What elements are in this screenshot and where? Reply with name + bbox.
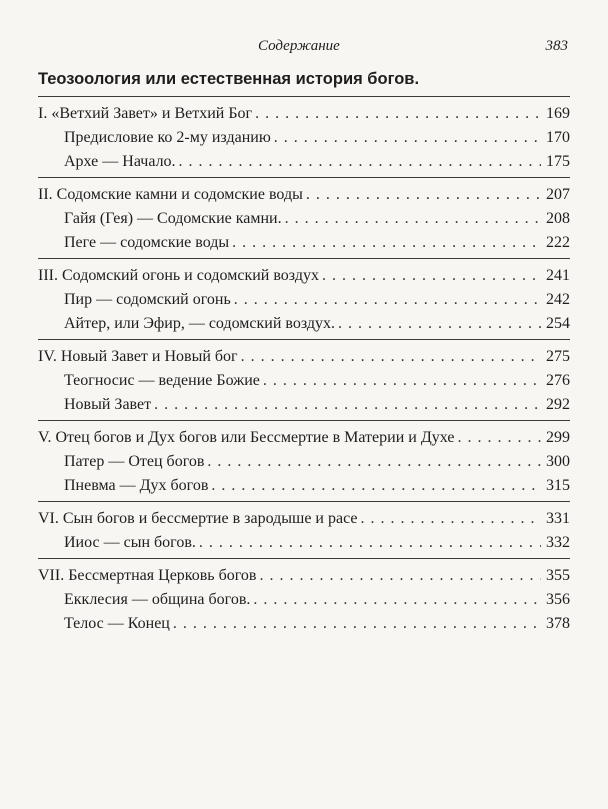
dot-leader: [234, 288, 541, 312]
toc-subsection-entry[interactable]: [38, 312, 570, 336]
toc-subsection-label: Айтер, или Эфир, — содомский воздух.: [64, 315, 336, 332]
toc-chapter-page: 331: [546, 510, 570, 527]
toc-chapter-entry[interactable]: [38, 102, 570, 126]
toc-chapter-entry[interactable]: [38, 264, 570, 288]
toc-subsection-label: Екклесия — община богов.: [64, 591, 251, 608]
toc-subsection-entry[interactable]: [38, 612, 570, 636]
dot-leader: [255, 102, 541, 126]
toc-subsection-page: 300: [546, 453, 570, 470]
toc-subsection-page: 175: [546, 153, 570, 170]
toc-section: [38, 258, 570, 339]
toc-subsection-page: 170: [546, 129, 570, 146]
toc-section: [38, 420, 570, 501]
toc-subsections: [38, 531, 570, 555]
dot-leader: [253, 588, 541, 612]
dot-leader: [322, 264, 541, 288]
toc-chapter-label: V. Отец богов и Дух богов или Бессмертие в Материи и Духе: [38, 429, 455, 446]
toc-chapter-page: 275: [546, 348, 570, 365]
toc-subsection-entry[interactable]: [38, 207, 570, 231]
dot-leader: [211, 474, 541, 498]
toc-chapter-label: III. Содомский огонь и содомский воздух: [38, 267, 319, 284]
toc-chapter-entry[interactable]: [38, 426, 570, 450]
toc-subsection-label: Предисловие ко 2-му изданию: [64, 129, 271, 146]
toc-chapter-entry[interactable]: [38, 345, 570, 369]
toc-section: [38, 339, 570, 420]
toc-subsection-entry[interactable]: [38, 588, 570, 612]
toc-subsection-label: Гайя (Гея) — Содомские камни.: [64, 210, 282, 227]
toc-section: [38, 177, 570, 258]
toc-chapter-page: 299: [546, 429, 570, 446]
toc-subsection-label: Патер — Отец богов: [64, 453, 205, 470]
toc-chapter-page: 169: [546, 105, 570, 122]
toc-subsection-page: 332: [546, 534, 570, 551]
page-number: 383: [545, 38, 568, 54]
toc-section: [38, 558, 570, 639]
dot-leader: [199, 531, 541, 555]
dot-leader: [338, 312, 541, 336]
dot-leader: [263, 369, 541, 393]
dot-leader: [232, 231, 541, 255]
toc-subsection-entry[interactable]: [38, 288, 570, 312]
toc-chapter-entry[interactable]: [38, 507, 570, 531]
toc-subsection-label: Теогносис — ведение Божие: [64, 372, 260, 389]
dot-leader: [274, 126, 541, 150]
toc-subsection-entry[interactable]: [38, 126, 570, 150]
dot-leader: [259, 564, 541, 588]
toc-subsections: [38, 450, 570, 498]
toc-subsection-entry[interactable]: [38, 369, 570, 393]
dot-leader: [241, 345, 541, 369]
toc-subsections: [38, 588, 570, 636]
dot-leader: [173, 612, 541, 636]
toc-chapter-page: 207: [546, 186, 570, 203]
toc-subsection-label: Новый Завет: [64, 396, 152, 413]
toc-chapter-page: 241: [546, 267, 570, 284]
toc-subsection-label: Пневма — Дух богов: [64, 477, 209, 494]
dot-leader: [285, 207, 541, 231]
toc-subsection-page: 242: [546, 291, 570, 308]
toc-section: [38, 96, 570, 177]
toc-subsections: [38, 288, 570, 336]
toc-chapter-label: IV. Новый Завет и Новый бог: [38, 348, 238, 365]
toc-subsection-page: 292: [546, 396, 570, 413]
running-head: [0, 38, 608, 58]
toc-chapter-label: II. Содомские камни и содомские воды: [38, 186, 303, 203]
toc-subsection-label: Телос — Конец: [64, 615, 170, 632]
dot-leader: [207, 450, 541, 474]
toc-subsection-entry[interactable]: [38, 150, 570, 174]
toc-subsection-entry[interactable]: [38, 393, 570, 417]
toc-subsection-label: Пеге — содомские воды: [64, 234, 230, 251]
dot-leader: [457, 426, 541, 450]
book-title: Теозоология или естественная история богов.: [38, 70, 420, 88]
dot-leader: [306, 183, 541, 207]
toc-subsection-entry[interactable]: [38, 474, 570, 498]
running-head-title: Содержание: [258, 38, 340, 54]
toc-subsection-entry[interactable]: [38, 531, 570, 555]
toc-subsection-entry[interactable]: [38, 231, 570, 255]
toc-subsection-page: 254: [546, 315, 570, 332]
toc-chapter-label: I. «Ветхий Завет» и Ветхий Бог: [38, 105, 253, 122]
toc-subsection-label: Ииос — сын богов.: [64, 534, 196, 551]
toc-subsection-label: Пир — содомский огонь: [64, 291, 231, 308]
toc-subsection-page: 208: [546, 210, 570, 227]
toc-section: [38, 501, 570, 558]
toc-subsection-entry[interactable]: [38, 450, 570, 474]
dot-leader: [179, 150, 541, 174]
toc-subsection-page: 378: [546, 615, 570, 632]
toc-subsections: [38, 207, 570, 255]
toc-subsection-label: Архе — Начало.: [64, 153, 176, 170]
toc-subsection-page: 356: [546, 591, 570, 608]
toc-subsection-page: 276: [546, 372, 570, 389]
table-of-contents: [38, 96, 570, 639]
toc-chapter-label: VII. Бессмертная Церковь богов: [38, 567, 257, 584]
toc-subsection-page: 222: [546, 234, 570, 251]
toc-chapter-entry[interactable]: [38, 564, 570, 588]
toc-chapter-page: 355: [546, 567, 570, 584]
toc-subsections: [38, 369, 570, 417]
toc-subsection-page: 315: [546, 477, 570, 494]
toc-chapter-entry[interactable]: [38, 183, 570, 207]
toc-chapter-label: VI. Сын богов и бессмертие в зародыше и расе: [38, 510, 358, 527]
dot-leader: [154, 393, 541, 417]
dot-leader: [360, 507, 541, 531]
toc-subsections: [38, 126, 570, 174]
